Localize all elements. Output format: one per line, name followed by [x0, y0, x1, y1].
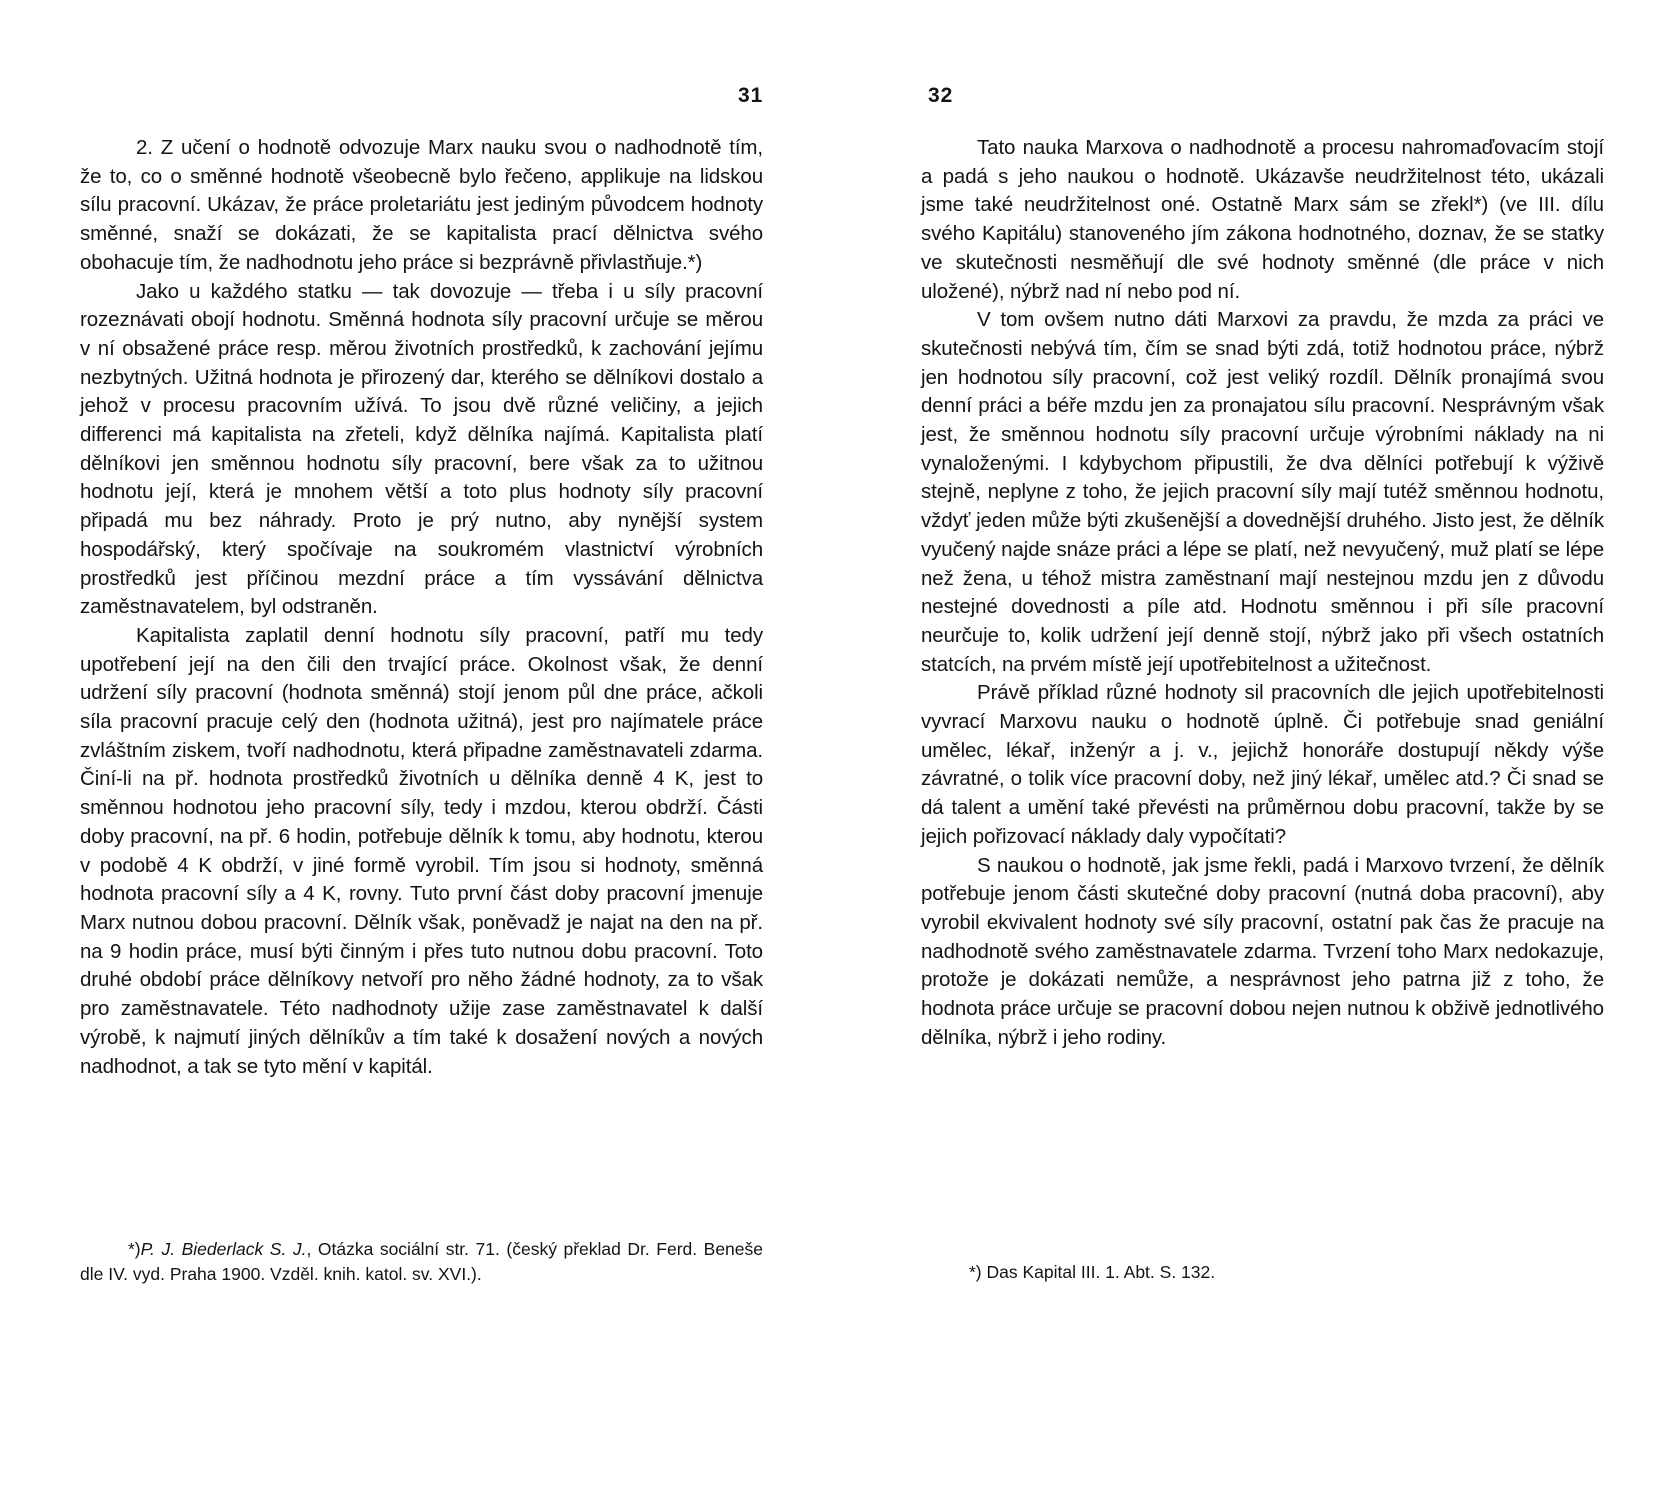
footnote-text: , Otázka sociální str. 71. (český překlad Dr. Ferd. Beneše dle IV. vyd. Praha 1900. Vzděl. knih. katol. sv. XVI.).: [80, 1239, 763, 1284]
footnote-mark: *): [128, 1239, 141, 1259]
page-number: 31: [738, 84, 764, 107]
paragraph: Jako u každého statku — tak dovozuje — třeba i u síly pracovní rozeznávati obojí hodnotu. Směnná hodnota síly pracovní určuje se měrou v ní obsažené práce resp. měrou životních prostředků, k zachování jejímu nezbytných. Užitná hodnota je přirozený dar, kterého se dělníkovi dostalo a jehož v procesu pracovním užívá. To jsou dvě různé veličiny, a jejich differenci má kapitalista na zřeteli, když dělníka najímá. Kapitalista platí dělníkovi jen směnnou hodnotu síly pracovní, bere však za to užitnou hodnotu její, která je mnohem větší a toto plus hodnoty síly pracovní připadá mu bez náhrady. Proto je prý nutno, aby nynější system hospodářský, který spočívaje na soukromém vlastnictví výrobních prostředků jest příčinou mezdní práce a tím vyssávání dělnictva zaměstnavatelem, byl odstraněn.: [80, 279, 763, 619]
footnote-text: *) Das Kapital III. 1. Abt. S. 132.: [969, 1262, 1216, 1282]
paragraph: S naukou o hodnotě, jak jsme řekli, padá i Marxovo tvrzení, že dělník potřebuje jenom části skutečné doby pracovní (nutná doba pracovní), aby vyrobil ekvivalent hodnoty své síly pracovní, ostatní pak čas že pracuje na nadhodnotě svého zaměstnavatele zdarma. Tvrzení toho Marx nedokazuje, protože je dokázati nemůže, a nesprávnost jeho patrna již z toho, že hodnota práce určuje se pracovní dobou nejen nutnou k obživě jednotlivého dělníka, nýbrž i jeho rodiny.: [921, 853, 1604, 1049]
paragraph: Kapitalista zaplatil denní hodnotu síly pracovní, patří mu tedy upotřebení její na den čili den trvající práce. Okolnost však, že denní udržení síly pracovní (hodnota směnná) stojí jenom půl dne práce, ačkoli síla pracovní pracuje celý den (hodnota užitná), jest pro najímatele práce zvláštním ziskem, tvoří nadhodnotu, která připadne zaměstnavateli zdarma. Činí-li na př. hodnota prostředků životních u dělníka denně 4 K, jest to směnnou hodnotou jeho pracovní síly, tedy i mzdou, kterou obdrží. Části doby pracovní, na př. 6 hodin, potřebuje dělník k tomu, aby hodnotu, kterou v podobě 4 K obdrží, v jiné formě vyrobil. Tím jsou si hodnoty, směnná hodnota pracovní síly a 4 K, rovny. Tuto první část doby pracovní jmenuje Marx nutnou dobou pracovní. Dělník však, poněvadž je najat na den na př. na 9 hodin práce, musí býti činným i přes tuto nutnou dobu pracovní. Toto druhé období práce dělníkovy netvoří pro něho žádné hodnoty, za to však pro zaměstnavatele. Této nadhodnoty užije zase zaměstnavatel k další výrobě, k najmutí jiných dělníkův a tím také k dosažení nových a nových nadhodnot, a tak se tyto mění v kapitál.: [80, 623, 763, 1078]
footnote: [80, 1237, 763, 1287]
paragraph: Tato nauka Marxova o nadhodnotě a procesu nahromaďovacím stojí a padá s jeho naukou o hodnotě. Ukázavše neudržitelnost této, ukázali jsme také neudržitelnost oné. Ostatně Marx sám se zřekl*) (ve III. dílu svého Kapitálu) stanoveného jím zákona hodnotného, doznav, že se statky ve skutečnosti nesměňují dle své hodnoty směnné (dle práce v nich uložené), nýbrž nad ní nebo pod ní.: [921, 136, 1604, 303]
footnote: [921, 1260, 1604, 1285]
right-page: [836, 0, 1672, 1500]
paragraph: V tom ovšem nutno dáti Marxovi za pravdu, že mzda za práci ve skutečnosti nebývá tím, čím se snad býti zdá, totiž hodnotou práce, nýbrž jen hodnotou síly pracovní, což jest veliký rozdíl. Dělník pronajímá svou denní práci a béře mzdu jen za pronajatou sílu pracovní. Nesprávným však jest, že směnnou hodnotu síly pracovní určuje výrobními náklady na ni vynaloženými. I kdybychom připustili, že dva dělníci potřebují k výživě stejně, neplyne z toho, že jejich pracovní síly mají tutéž směnnou hodnotu, vždyť jeden může býti zkušenější a dovednější druhého. Jisto jest, že dělník vyučený najde snáze práci a lépe se platí, než nevyučený, muž platí se lépe než žena, u téhož mistra zaměstnaní mají nestejnou mzdu jen z důvodu nestejné dovednosti a píle atd. Hodnotu směnnou i při síle pracovní neurčuje to, kolik udržení její denně stojí, nýbrž jako při všech ostatních statcích, na prvém místě její upotřebitelnost a užitečnost.: [921, 308, 1604, 676]
footnote-line: [80, 1237, 763, 1287]
paragraph: 2. Z učení o hodnotě odvozuje Marx nauku svou o nadhodnotě tím, že to, co o směnné hodnotě všeobecně bylo řečeno, applikuje na lidskou sílu pracovní. Ukázav, že práce proletariátu jest jediným původcem hodnoty směnné, snaží se dokázati, že se kapitalista prací dělnictva svého obohacuje tím, že nadhodnotu jeho práce si bezprávně přivlastňuje.*): [80, 136, 763, 274]
body-text: [80, 134, 763, 1081]
paragraph: Právě příklad různé hodnoty sil pracovních dle jejich upotřebitelnosti vyvrací Marxovu nauku o hodnotě úplně. Či potřebuje snad geniální umělec, lékař, inženýr a j. v., jejichž honoráře dostupují někdy výše závratné, o tolik více pracovní doby, než jiný lékař, umělec atd.? Či snad se dá talent a umění také převésti na průměrnou dobu pracovní, takže by se jejich pořizovací náklady daly vypočítati?: [921, 681, 1604, 848]
page-number: 32: [928, 84, 954, 107]
footnote-author: P. J. Biederlack S. J.: [140, 1239, 307, 1259]
body-text: [921, 134, 1604, 1053]
